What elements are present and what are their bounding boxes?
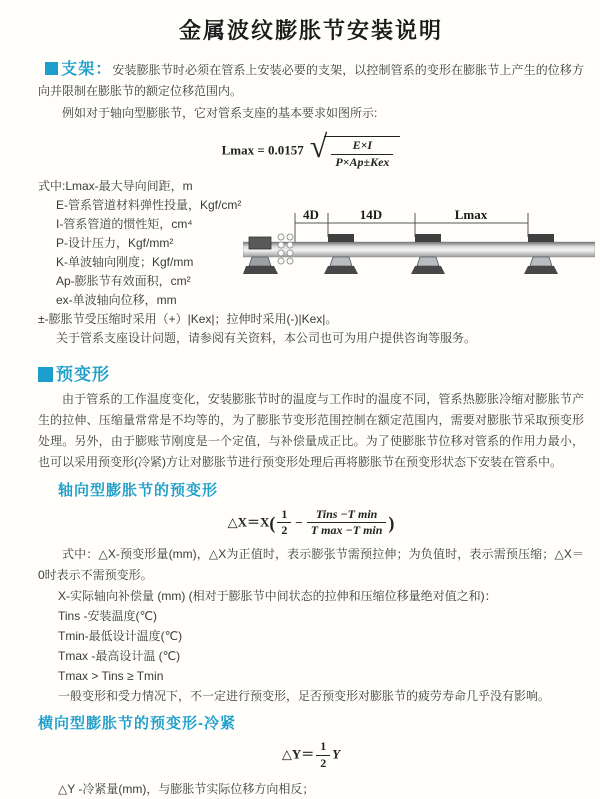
support-example-text: 例如对于轴向型膨胀节，它对管系支座的基本要求如图所示: bbox=[62, 106, 378, 120]
definition-line: E-管系管道材料弹性投量，Kgf/cm² bbox=[56, 197, 242, 212]
close-paren: ) bbox=[388, 512, 395, 533]
formula-definitions-block bbox=[38, 177, 584, 348]
sqrt-sign-icon: √ bbox=[309, 128, 328, 164]
predeform-section-heading bbox=[38, 360, 584, 385]
definition-line: Ap-膨胀节有效面积，cm² bbox=[56, 273, 191, 288]
blue-square-bullet-icon bbox=[38, 367, 53, 382]
definition-line: 关于管系支座设计问题，请参阅有关资料，本公司也可为用户提供咨询等服务。 bbox=[56, 330, 477, 345]
formula-lmax-lhs: Lmax = 0.0157 bbox=[221, 142, 304, 158]
dim-label-14d: 14D bbox=[359, 206, 383, 222]
dim-label-lmax: Lmax bbox=[454, 206, 488, 222]
formula-axial-denominator: T max −T min bbox=[310, 523, 383, 538]
axial-item: 一般变形和受力情况下，不一定进行预变形，足否预变形对膨胀节的疲劳寿命几乎没有影响。 bbox=[58, 689, 551, 704]
formula-lateral-half bbox=[316, 740, 330, 771]
formula-lateral-lhs: △Y＝ bbox=[281, 746, 315, 762]
formula-lmax-denominator: P×Ap±Kex bbox=[335, 154, 390, 169]
axial-item: Tins -安装温度(℃) bbox=[58, 609, 158, 624]
formula-lmax-numerator: E×I bbox=[331, 139, 393, 155]
formula-axial-lhs: △X＝X bbox=[227, 513, 270, 529]
formula-axial-half bbox=[277, 508, 291, 539]
definition-line: ±-膨胀节受压缩时采用（+）|Kex|；拉伸时采用(-)|Kex|。 bbox=[38, 311, 338, 326]
lateral-half-denominator: 2 bbox=[320, 755, 327, 770]
pipe-support-diagram bbox=[243, 205, 595, 305]
lateral-note: △Y -冷紧量(mm)，与膨胀节实际位移方向相反； bbox=[58, 781, 315, 796]
definition-line: P-设计压力，Kgf/mm² bbox=[56, 235, 174, 250]
open-paren: ( bbox=[269, 512, 276, 533]
axial-explain-paragraph: 式中：△X-预变形量(mm)，△X为正值时，表示膨张节需预拉伸；为负值时，表示需预压缩；△X＝0时表示不需预变形。 bbox=[38, 547, 584, 583]
axial-item: X-实际轴向补偿量 (mm) (相对于膨胀节中间状态的拉伸和压缩位移量绝对值之和)： bbox=[58, 589, 497, 604]
half-numerator: 1 bbox=[277, 508, 291, 524]
axial-item: Tmax > Tins ≥ Tmin bbox=[58, 669, 164, 684]
formula-lmax bbox=[38, 128, 584, 170]
blue-square-bullet-icon bbox=[45, 62, 58, 75]
support-section-label: 支架： bbox=[61, 61, 113, 78]
predeform-heading-text: 预变形 bbox=[56, 364, 110, 384]
dim-label-4d: 4D bbox=[303, 206, 319, 222]
pipe bbox=[243, 242, 595, 257]
formula-lateral bbox=[38, 740, 584, 771]
page-title: 金属波纹膨胀节安装说明 bbox=[178, 18, 443, 43]
formula-axial-fraction bbox=[307, 508, 387, 539]
axial-item: Tmin-最低设计温度(℃) bbox=[58, 629, 183, 644]
sqrt-radical bbox=[309, 128, 401, 170]
lateral-subtitle: 横向型膨胀节的预变形-冷紧 bbox=[38, 715, 236, 733]
lateral-half-numerator: 1 bbox=[316, 740, 330, 756]
definition-line: ex-单波轴向位移，mm bbox=[56, 292, 177, 307]
axial-subtitle: 轴向型膨胀节的预变形 bbox=[58, 481, 219, 499]
definition-line: I-管系管道的惯性矩，cm⁴ bbox=[56, 216, 193, 231]
half-denominator: 2 bbox=[281, 523, 288, 538]
formula-lateral-rhs: Y bbox=[332, 746, 341, 762]
support-intro-paragraph bbox=[38, 59, 584, 102]
formula-axial bbox=[38, 508, 584, 539]
support-intro-text: 安装膨胀节时必须在管系上安装必要的支架，以控制管系的变形在膨胀节上产生的位移方向并限制在膨胀节的额定位移范围内。 bbox=[38, 63, 584, 98]
definition-line: 式中:Lmax-最大导向间距，m bbox=[38, 178, 193, 193]
minus-operator: − bbox=[295, 514, 303, 530]
formula-axial-numerator: Tins −T min bbox=[307, 508, 387, 524]
definition-line: K-单波轴向刚度；Kgf/mm bbox=[56, 254, 194, 269]
axial-item: Tmax -最高设计温 (℃) bbox=[58, 649, 181, 664]
predeform-body-paragraph: 由于管系的工作温度变化，安装膨胀节时的温度与工作时的温度不同，管系热膨胀冷缩对膨胀节产生的拉伸、压缩量常常是不均等的，为了膨胀节变形范围控制在额定范围内，需要对膨胀节采取预变形处理。另外，由于膨账节刚度是一个定值，与补偿量成正比。为了使膨胀节位移对管系的作用力最小，也可以采用预变形(冷紧)方让对膨胀节进行预变形处理后再将膨胀节在预变形状态下安装在管系中。 bbox=[38, 391, 584, 469]
formula-lmax-fraction bbox=[331, 139, 393, 170]
